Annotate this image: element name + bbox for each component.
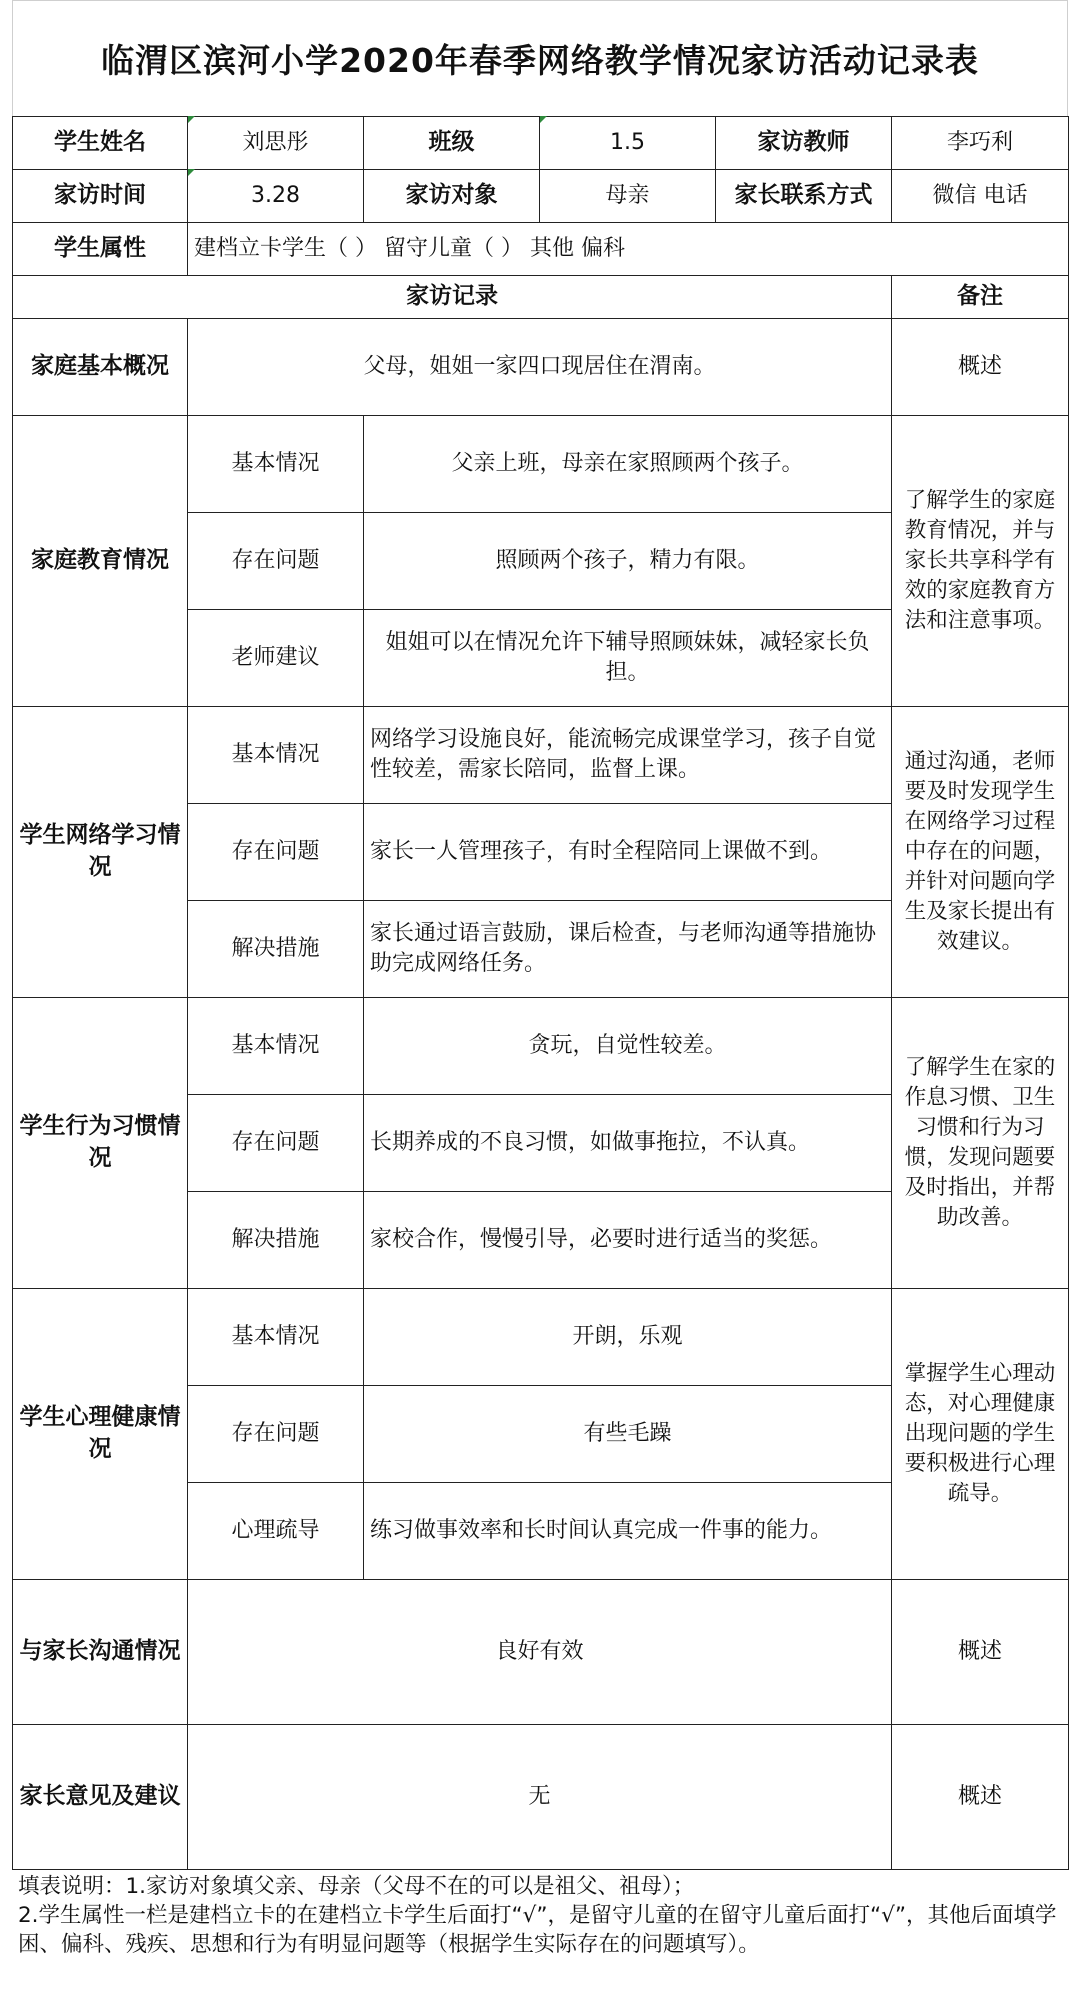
- cell-marker: [188, 116, 195, 123]
- note-line-1: 填表说明：1.家访对象填父亲、母亲（父母不在的可以是祖父、祖母）；: [18, 1874, 695, 1899]
- mental-sub-3: 心理疏导: [188, 1483, 364, 1580]
- family-education-sub-2: 存在问题: [188, 513, 364, 610]
- family-education-sub-1: 基本情况: [188, 416, 364, 513]
- attribute-row: [13, 223, 1069, 276]
- behavior-content-3: 家校合作，慢慢引导，必要时进行适当的奖惩。: [364, 1192, 892, 1289]
- table-row: [13, 707, 1069, 804]
- page-title: 临渭区滨河小学2020年春季网络教学情况家访活动记录表: [12, 0, 1068, 116]
- parent-opinion-row: [13, 1725, 1069, 1870]
- header-row-1: [13, 117, 1069, 170]
- online-learning-label: 学生网络学习情况: [13, 707, 188, 998]
- communication-label: 与家长沟通情况: [13, 1580, 188, 1725]
- family-education-sub-3: 老师建议: [188, 610, 364, 707]
- mental-content-1: 开朗，乐观: [364, 1289, 892, 1386]
- note-line-2: 2.学生属性一栏是建档立卡的在建档立卡学生后面打“√”，是留守儿童的在留守儿童后面打“√”，其他后面填学困、偏科、残疾、思想和行为有明显问题等（根据学生实际存在的问题填写）。: [18, 1903, 1057, 1958]
- behavior-sub-2: 存在问题: [188, 1095, 364, 1192]
- cell-marker: [188, 169, 195, 176]
- visit-time-label: 家访时间: [13, 170, 188, 223]
- behavior-content-2: 长期养成的不良习惯，如做事拖拉，不认真。: [364, 1095, 892, 1192]
- class-value: 1.5: [540, 117, 716, 170]
- mental-remark: 掌握学生心理动态，对心理健康出现问题的学生要积极进行心理疏导。: [892, 1289, 1069, 1580]
- communication-remark: 概述: [892, 1580, 1069, 1725]
- record-header: 家访记录: [13, 276, 892, 319]
- family-education-content-1: 父亲上班，母亲在家照顾两个孩子。: [364, 416, 892, 513]
- remark-header: 备注: [892, 276, 1069, 319]
- mental-sub-2: 存在问题: [188, 1386, 364, 1483]
- visit-target-label: 家访对象: [364, 170, 540, 223]
- mental-label: 学生心理健康情况: [13, 1289, 188, 1580]
- online-learning-remark: 通过沟通，老师要及时发现学生在网络学习过程中存在的问题，并针对问题向学生及家长提出有效建议。: [892, 707, 1069, 998]
- header-row-2: [13, 170, 1069, 223]
- visit-time-value: 3.28: [188, 170, 364, 223]
- cell-marker: [540, 116, 547, 123]
- form-notes: [12, 1872, 1068, 1960]
- parent-opinion-content: 无: [188, 1725, 892, 1870]
- contact-value: 微信 电话: [892, 170, 1069, 223]
- online-learning-sub-3: 解决措施: [188, 901, 364, 998]
- teacher-label: 家访教师: [716, 117, 892, 170]
- online-learning-sub-2: 存在问题: [188, 804, 364, 901]
- mental-sub-1: 基本情况: [188, 1289, 364, 1386]
- table-row: [13, 998, 1069, 1095]
- communication-content: 良好有效: [188, 1580, 892, 1725]
- mental-content-3: 练习做事效率和长时间认真完成一件事的能力。: [364, 1483, 892, 1580]
- contact-label: 家长联系方式: [716, 170, 892, 223]
- behavior-remark: 了解学生在家的作息习惯、卫生习惯和行为习惯，发现问题要及时指出，并帮助改善。: [892, 998, 1069, 1289]
- record-table: [12, 116, 1069, 1870]
- online-learning-sub-1: 基本情况: [188, 707, 364, 804]
- record-header-row: [13, 276, 1069, 319]
- record-sheet: [12, 0, 1068, 1960]
- table-row: [13, 1289, 1069, 1386]
- attribute-value: 建档立卡学生（ ） 留守儿童（ ） 其他 偏科: [188, 223, 1069, 276]
- attribute-label: 学生属性: [13, 223, 188, 276]
- behavior-label: 学生行为习惯情况: [13, 998, 188, 1289]
- teacher-value: 李巧利: [892, 117, 1069, 170]
- behavior-sub-1: 基本情况: [188, 998, 364, 1095]
- parent-opinion-label: 家长意见及建议: [13, 1725, 188, 1870]
- mental-content-2: 有些毛躁: [364, 1386, 892, 1483]
- family-basic-label: 家庭基本概况: [13, 319, 188, 416]
- table-row: [13, 416, 1069, 513]
- parent-opinion-remark: 概述: [892, 1725, 1069, 1870]
- family-basic-row: [13, 319, 1069, 416]
- online-learning-content-2: 家长一人管理孩子，有时全程陪同上课做不到。: [364, 804, 892, 901]
- family-basic-content: 父母，姐姐一家四口现居住在渭南。: [188, 319, 892, 416]
- class-label: 班级: [364, 117, 540, 170]
- behavior-content-1: 贪玩，自觉性较差。: [364, 998, 892, 1095]
- family-education-label: 家庭教育情况: [13, 416, 188, 707]
- online-learning-content-1: 网络学习设施良好，能流畅完成课堂学习，孩子自觉性较差，需家长陪同，监督上课。: [364, 707, 892, 804]
- student-name-value: 刘思彤: [188, 117, 364, 170]
- student-name-label: 学生姓名: [13, 117, 188, 170]
- family-education-remark: 了解学生的家庭教育情况，并与家长共享科学有效的家庭教育方法和注意事项。: [892, 416, 1069, 707]
- family-basic-remark: 概述: [892, 319, 1069, 416]
- behavior-sub-3: 解决措施: [188, 1192, 364, 1289]
- family-education-content-2: 照顾两个孩子，精力有限。: [364, 513, 892, 610]
- online-learning-content-3: 家长通过语言鼓励，课后检查，与老师沟通等措施协助完成网络任务。: [364, 901, 892, 998]
- family-education-content-3: 姐姐可以在情况允许下辅导照顾妹妹，减轻家长负担。: [364, 610, 892, 707]
- communication-row: [13, 1580, 1069, 1725]
- visit-target-value: 母亲: [540, 170, 716, 223]
